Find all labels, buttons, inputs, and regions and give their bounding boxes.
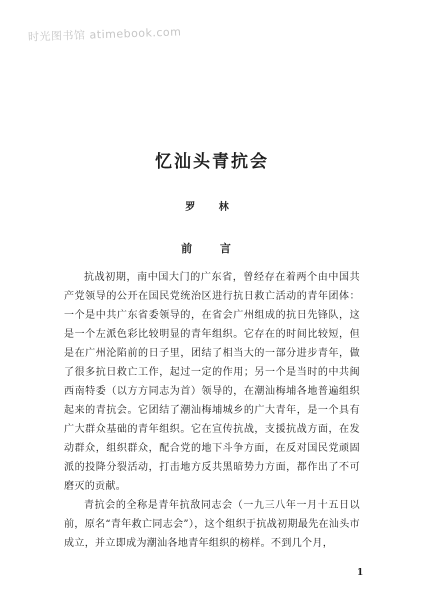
page-number: 1 [357, 568, 364, 578]
body-text [64, 268, 360, 553]
section-heading: 前 言 [181, 242, 243, 255]
author-name: 罗 林 [185, 202, 239, 213]
paragraph-2: 青抗会的全称是青年抗敌同志会（一九三八年一月十五日以前，原名“青年救亡同志会”），这个组织于抗战初期最先在汕头市成立，并立即成为潮汕各地青年组织的榜样。不到几个月， [64, 500, 360, 549]
page-title: 忆汕头青抗会 [155, 152, 269, 172]
watermark: 时光图书馆 atimebook.com [27, 25, 182, 44]
paragraph-1: 抗战初期，南中国大门的广东省，曾经存在着两个由中国共产党领导的公开在国民党统治区进行抗日救亡活动的青年团体：一个是中共广东省委领导的，在省会广州组成的抗日先锋队，这是一个左派色彩比较明显的青年组织。它存在的时间比较短，但是在广州沦陷前的日子里，团结了相当大的一部分进步青年，做了很多抗日救亡工作，起过一定的作用；另一个是当时的中共闽西南特委（以方方同志为首）领导的，在潮汕梅埔各地普遍组织起来的青抗会。它团结了潮汕梅埔城乡的广大青年，是一个具有广大群众基础的青年组织。它在宣传抗战，支援抗战方面，在发动群众，组织群众，配合党的地下斗争方面，在反对国民党顽固派的投降分裂活动，打击地方反共黑暗势力方面，都作出了不可磨灭的贡献。 [64, 272, 360, 492]
